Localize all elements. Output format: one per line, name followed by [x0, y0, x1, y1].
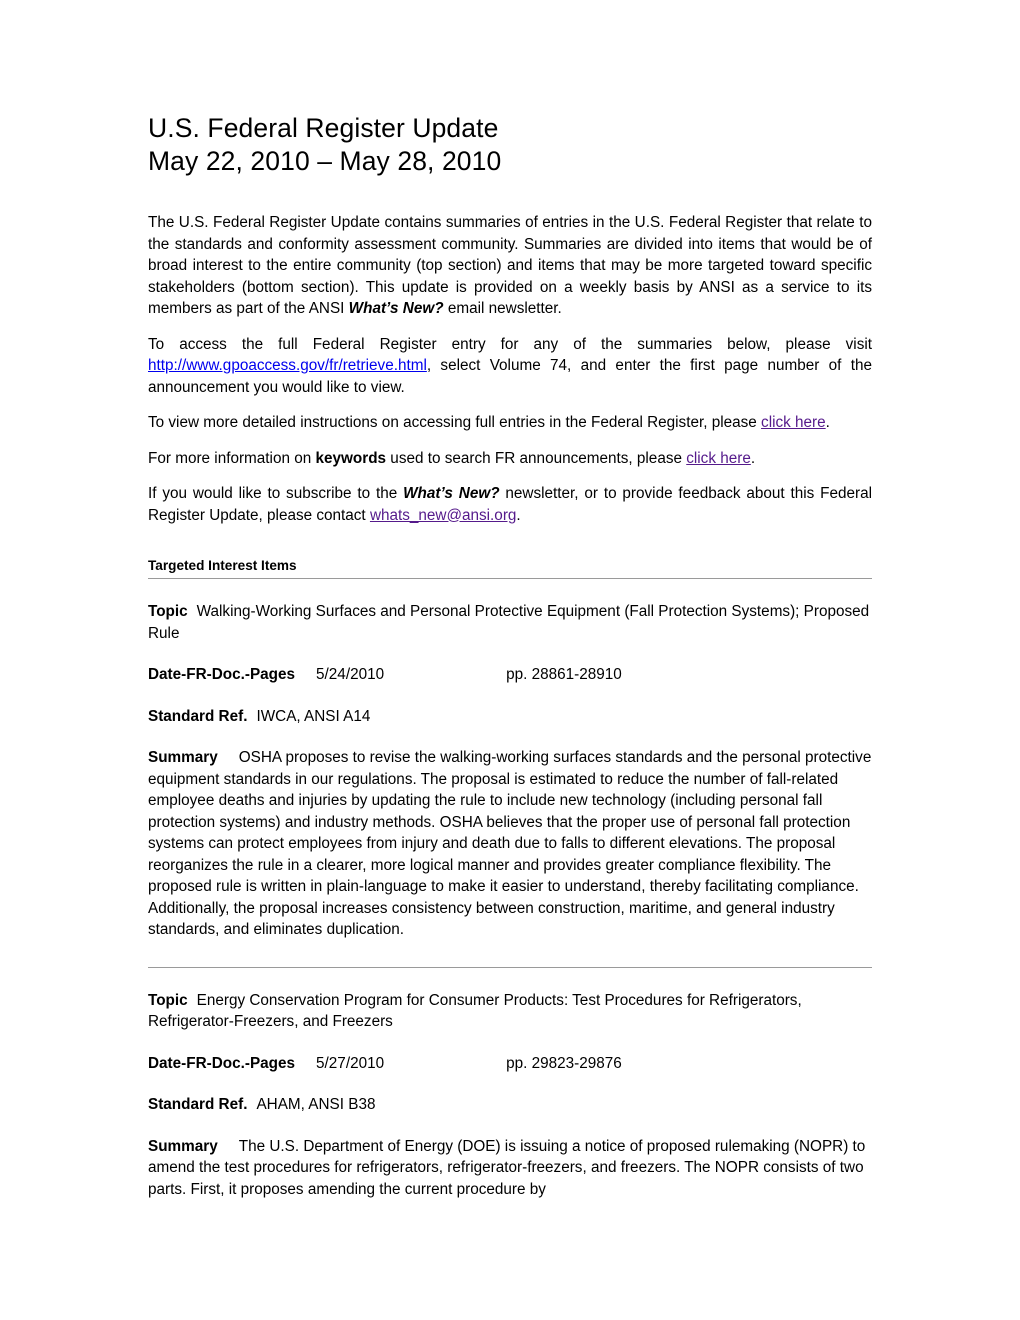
entry-summary: [148, 747, 872, 941]
entry-standard-ref: [148, 1094, 872, 1116]
standard-ref-label: Standard Ref.: [148, 1096, 248, 1113]
entry-divider: [148, 967, 872, 968]
intro-p2-text-2: , select Volume 74, and enter the first page number of the announcement you would like to view.: [148, 357, 872, 396]
pages-value: pp. 29823-29876: [506, 1054, 622, 1072]
intro-p2-text-1: To access the full Federal Register entry for any of the summaries below, please visit: [148, 335, 872, 353]
intro-paragraph-3: [148, 412, 872, 434]
intro-p5-emphasis: What’s New?: [403, 485, 500, 502]
entry-topic: [148, 601, 872, 644]
intro-paragraph-2: [148, 334, 872, 399]
entry-summary: [148, 1136, 872, 1201]
intro-p3-text-2: .: [825, 414, 830, 431]
intro-p1-emphasis: What’s New?: [348, 300, 444, 317]
targeted-interest-section: [148, 558, 872, 579]
keywords-click-here-link[interactable]: click here: [686, 449, 751, 467]
summary-label: Summary: [148, 749, 218, 766]
summary-value: OSHA proposes to revise the walking-working surfaces standards and the personal protective equipment standards in our regulations. The proposal is estimated to reduce the number of fall-related employee deaths and injuries by updating the rule to include new technology (including personal fall protection systems) and industry methods. OSHA believes that the proper use of personal fall protection systems can protect employees from injury and death due to falls to different elevations. The proposal reorganizes the rule in a clearer, more logical manner and provides greater compliance flexibility. The proposed rule is written in plain-language to make it easier to understand, thereby facilitating compliance. Additionally, the proposal increases consistency between construction, maritime, and general industry standards, and eliminates duplication.: [148, 749, 872, 938]
intro-p1-text-2: email newsletter.: [443, 300, 562, 317]
entry-date-pages: [148, 1053, 872, 1075]
intro-p3-text-1: To view more detailed instructions on accessing full entries in the Federal Register, please: [148, 414, 762, 431]
title-line-1: U.S. Federal Register Update: [148, 113, 499, 143]
intro-paragraph-5: [148, 483, 872, 526]
entry-standard-ref: [148, 706, 872, 728]
standard-ref-value: AHAM, ANSI B38: [256, 1096, 376, 1113]
date-doc-pages-label: Date-FR-Doc.-Pages: [148, 666, 296, 683]
topic-label: Topic: [148, 991, 188, 1009]
intro-p4-text-2: used to search FR announcements, please: [386, 449, 687, 467]
instructions-click-here-link[interactable]: click here: [761, 414, 826, 431]
intro-paragraph-4: [148, 448, 872, 470]
intro-p5-text-1: If you would like to subscribe to the: [148, 485, 404, 502]
entry-topic: [148, 990, 872, 1033]
intro-p4-text-1: For more information on: [148, 449, 316, 467]
summary-label: Summary: [148, 1137, 218, 1155]
gpoaccess-link[interactable]: http://www.gpoaccess.gov/fr/retrieve.html: [148, 357, 427, 374]
email-link[interactable]: whats_new@ansi.org: [369, 506, 517, 524]
standard-ref-value: IWCA, ANSI A14: [256, 707, 371, 725]
intro-p1-text-1: The U.S. Federal Register Update contains summaries of entries in the U.S. Federal Register that relate to the standards and conformity assessment community. Summaries are divided into items that would be of broad interest to the entire community (top section) and items that may be more targeted toward specific stakeholders (bottom section). This update is provided on a weekly basis by ANSI as a service to its members as part of the ANSI: [148, 214, 872, 317]
intro-p4-text-3: .: [750, 449, 756, 467]
date-value: 5/27/2010: [316, 1054, 385, 1072]
fr-entry: [148, 990, 872, 1201]
topic-value: Walking-Working Surfaces and Personal Protective Equipment (Fall Protection Systems); Proposed Rule: [148, 603, 870, 642]
section-divider: [148, 578, 872, 579]
date-doc-pages-label: Date-FR-Doc.-Pages: [148, 1054, 296, 1072]
section-heading: Targeted Interest Items: [148, 558, 297, 573]
topic-value: Energy Conservation Program for Consumer Products: Test Procedures for Refrigerators, Refrigerator-Freezers, and Freezers: [148, 991, 802, 1030]
intro-p5-text-2: newsletter, or to provide feedback about this Federal Register Update, please contact: [148, 485, 872, 524]
intro-paragraph-1: [148, 212, 872, 320]
keywords-bold: keywords: [315, 449, 387, 467]
date-value: 5/24/2010: [316, 666, 385, 683]
standard-ref-label: Standard Ref.: [148, 707, 248, 725]
page-title: [148, 112, 872, 178]
fr-entry: [148, 601, 872, 941]
intro-p5-text-3: .: [516, 506, 521, 524]
title-line-2: May 22, 2010 – May 28, 2010: [148, 146, 502, 176]
pages-value: pp. 28861-28910: [506, 666, 622, 683]
summary-value: The U.S. Department of Energy (DOE) is issuing a notice of proposed rulemaking (NOPR) to amend the test procedures for refrigerators, refrigerator-freezers, and freezers. The NOPR consists of two parts. First, it proposes amending the current procedure by: [148, 1137, 866, 1198]
topic-label: Topic: [148, 603, 188, 620]
entry-date-pages: [148, 664, 872, 686]
